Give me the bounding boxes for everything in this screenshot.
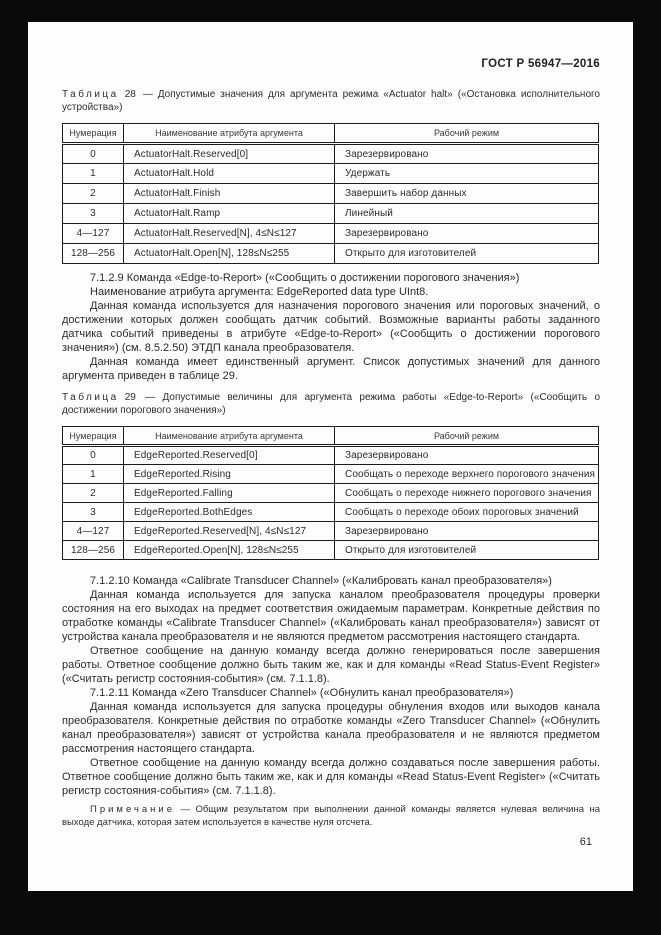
table-cell: 1 xyxy=(63,465,124,484)
table-cell: Открыто для изготовителей xyxy=(335,244,599,264)
table-cell: Зарезервировано xyxy=(335,522,599,541)
table-cell: 4—127 xyxy=(63,224,124,244)
table-28-caption-number: 28 xyxy=(124,89,136,100)
column-header-attribute: Наименование атрибута аргумента xyxy=(124,124,335,144)
table-cell: 3 xyxy=(63,503,124,522)
table-cell: 1 xyxy=(63,164,124,184)
table-cell: ActuatorHalt.Hold xyxy=(124,164,335,184)
column-header-mode: Рабочий режим xyxy=(335,427,599,446)
table-cell: Сообщать о переходе верхнего порогового значения xyxy=(335,465,599,484)
column-header-numeration: Нумерация xyxy=(63,124,124,144)
table-row xyxy=(63,446,599,465)
table-cell: 0 xyxy=(63,144,124,164)
table-29-caption-word: Таблица xyxy=(62,392,119,403)
table-row xyxy=(63,503,599,522)
table-cell: Зарезервировано xyxy=(335,224,599,244)
note xyxy=(62,804,600,829)
table-cell: EdgeReported.Rising xyxy=(124,465,335,484)
table-row xyxy=(63,522,599,541)
table-cell: 128—256 xyxy=(63,541,124,560)
table-row xyxy=(63,224,599,244)
table-row xyxy=(63,541,599,560)
table-cell: 128—256 xyxy=(63,244,124,264)
table-28-header-row xyxy=(63,124,599,144)
table-29-caption xyxy=(62,391,600,417)
table-cell: 3 xyxy=(63,204,124,224)
table-cell: ActuatorHalt.Finish xyxy=(124,184,335,204)
paragraph: Ответное сообщение на данную команду всегда должно создаваться после завершения работы. Ответное сообщение должно быть таким же, как и для команды «Read Status-Event Register» («Считать регистр состояния-события» (см. 7.1.1.8). xyxy=(62,757,600,797)
column-header-attribute: Наименование атрибута аргумента xyxy=(124,427,335,446)
table-cell: EdgeReported.Reserved[0] xyxy=(124,446,335,465)
doc-number: ГОСТ Р 56947—2016 xyxy=(481,58,600,70)
paragraph: Данная команда используется для запуска процедуры обнуления входов или выходов канала преобразователя. Конкретные действия по отработке команды «Zero Transducer Channel» («Обнулить канал преобразователя») зависят от устройства канала преобразователя и не являются предметом рассмотрения настоящего стандарта. xyxy=(62,701,600,755)
table-row xyxy=(63,465,599,484)
table-cell: ActuatorHalt.Reserved[N], 4≤N≤127 xyxy=(124,224,335,244)
section-heading: 7.1.2.10 Команда «Calibrate Transducer Channel» («Калибровать канал преобразователя») xyxy=(90,575,552,587)
table-29-caption-text: — Допустимые величины для аргумента режима работы «Edge-to-Report» («Сообщить о достижении порогового значения») xyxy=(62,392,601,416)
table-28-caption xyxy=(62,88,600,114)
table-29 xyxy=(62,426,599,560)
table-cell: 2 xyxy=(63,484,124,503)
section-7-1-2-9 xyxy=(62,271,600,383)
table-row xyxy=(63,144,599,164)
table-row xyxy=(63,164,599,184)
table-cell: ActuatorHalt.Ramp xyxy=(124,204,335,224)
section-7-1-2-10 xyxy=(62,574,600,686)
paragraph: Данная команда используется для запуска каналом преобразователя процедуры проверки состояния на его выходах на предмет соответствия ожидаемым параметрам. Конкретные действия по отработке команды «Calibrate Transducer Channel» («Калибровать канал преобразователя») зависят от устройства канала преобразователя и не являются предметом рассмотрения настоящего стандарта. xyxy=(62,589,600,643)
table-28 xyxy=(62,123,599,264)
section-heading: 7.1.2.9 Команда «Edge-to-Report» («Сообщить о достижении порогового значения») xyxy=(90,272,520,284)
section-heading: 7.1.2.11 Команда «Zero Transducer Channel» («Обнулить канал преобразователя») xyxy=(90,687,514,699)
table-28-caption-word: Таблица xyxy=(62,89,119,100)
page-number: 61 xyxy=(579,836,592,848)
table-cell: 2 xyxy=(63,184,124,204)
paragraph: Наименование атрибута аргумента: EdgeReported data type UInt8. xyxy=(90,286,429,298)
table-cell: EdgeReported.Open[N], 128≤N≤255 xyxy=(124,541,335,560)
paragraph: Ответное сообщение на данную команду всегда должно генерироваться после завершения работы. Ответное сообщение должно быть таким же, как и для команды «Read Status-Event Register» («Считать регистр состояния-события» (см. 7.1.1.8). xyxy=(62,645,600,685)
paragraph: Данная команда имеет единственный аргумент. Список допустимых значений для данного аргумента приведен в таблице 29. xyxy=(62,356,600,382)
table-cell: Сообщать о переходе обоих пороговых значений xyxy=(335,503,599,522)
table-cell: EdgeReported.Reserved[N], 4≤N≤127 xyxy=(124,522,335,541)
table-row xyxy=(63,244,599,264)
table-cell: 4—127 xyxy=(63,522,124,541)
table-cell: 0 xyxy=(63,446,124,465)
table-cell: Удержать xyxy=(335,164,599,184)
note-text: — Общим результатом при выполнении данной команды является нулевая величина на выходе датчика, которая затем используется в качестве нуля отсчета. xyxy=(62,804,600,828)
table-row xyxy=(63,204,599,224)
table-cell: EdgeReported.Falling xyxy=(124,484,335,503)
column-header-numeration: Нумерация xyxy=(63,427,124,446)
table-cell: Зарезервировано xyxy=(335,446,599,465)
document-page xyxy=(28,22,633,891)
section-7-1-2-11 xyxy=(62,686,600,798)
paragraph: Данная команда используется для назначения порогового значения или пороговых значений, о достижении которых должен сообщать датчик событий. Возможные варианты работы заданного датчика событий приведены в атрибуте «Edge-to-Report» («Сообщить о достижении порогового значения») (см. 8.5.2.50) ЭТДП канала преобразователя. xyxy=(62,300,600,354)
table-cell: ActuatorHalt.Reserved[0] xyxy=(124,144,335,164)
table-row xyxy=(63,484,599,503)
table-cell: EdgeReported.BothEdges xyxy=(124,503,335,522)
column-header-mode: Рабочий режим xyxy=(335,124,599,144)
table-row xyxy=(63,184,599,204)
table-cell: Открыто для изготовителей xyxy=(335,541,599,560)
table-cell: Линейный xyxy=(335,204,599,224)
note-label: Примечание xyxy=(90,804,175,815)
table-cell: Завершить набор данных xyxy=(335,184,599,204)
table-29-header-row xyxy=(63,427,599,446)
table-29-caption-number: 29 xyxy=(124,392,136,403)
table-28-caption-text: — Допустимые значения для аргумента режима «Actuator halt» («Остановка исполнительного устройства») xyxy=(62,89,600,113)
table-cell: ActuatorHalt.Open[N], 128≤N≤255 xyxy=(124,244,335,264)
table-cell: Сообщать о переходе нижнего порогового значения xyxy=(335,484,599,503)
table-cell: Зарезервировано xyxy=(335,144,599,164)
